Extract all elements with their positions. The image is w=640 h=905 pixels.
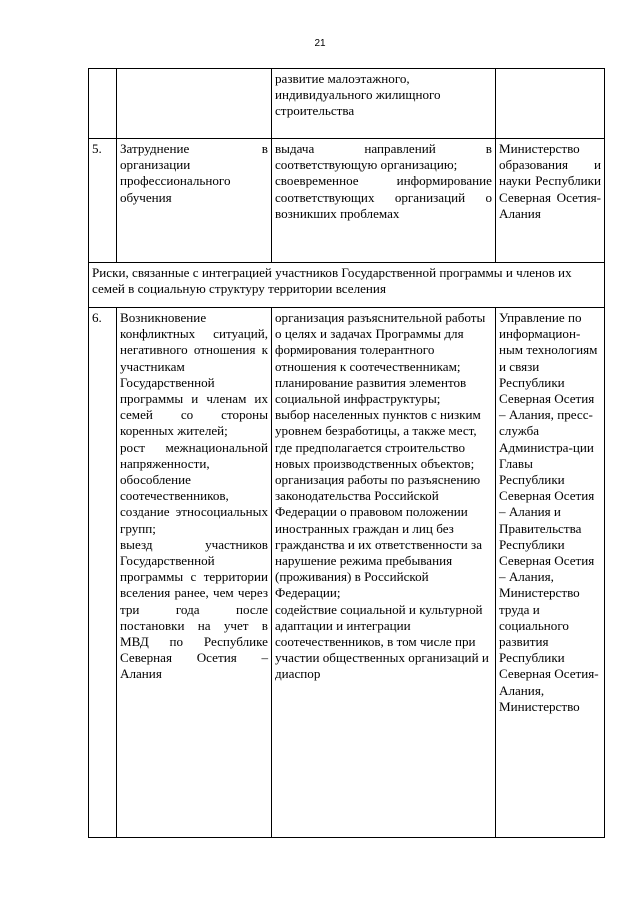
measures-cell [272, 139, 496, 263]
measure-text: индивидуального жилищного [275, 87, 441, 103]
measure-text: организация работы по разъяснению законодательства Российской Федерации о правовом положении иностранных граждан и лиц без гражданства и их ответственности за нарушение режима пребывания (проживания) в Российской Федерации; [275, 472, 483, 601]
risk-text: выезд участников Государственной программы с территории вселения ранее, чем через три года после постановки на учет в МВД по Республике Северная Осетия – Алания [120, 536, 268, 682]
row-number-cell: 6. [89, 308, 117, 838]
risk-text: рост межнациональной напряженности, обособление соотечественников, создание этносоциальных групп; [120, 439, 268, 536]
measure-text: содействие социальной и культурной адаптации и интеграции соотечественников, в том числе при участии общественных организаций и диаспор [275, 601, 489, 682]
measures-cell [272, 308, 496, 838]
risk-text: Возникновение конфликтных ситуаций, негативного отношения к участникам Государственной программы и членам их семей со стороны коренных жителей; [120, 310, 268, 439]
measure-text: выдача направлений в соответствующую организацию; [275, 141, 492, 173]
responsible-cell [496, 308, 605, 838]
section-row [89, 263, 605, 308]
measure-text: организация разъяснительной работы о целях и задачах Программы для формирования толерантного отношения к соотечественникам; [275, 310, 486, 374]
table-row [89, 69, 605, 139]
risk-cell [117, 69, 272, 139]
responsible-text: Управление по информацион-ным технологиям и связи Республики Северная Осетия – Алания, пресс-служба Администра-ции Главы Республики Северная Осетия – Алания и Правительства Республики Северная Осетия – Алания, Министерство труда и социального развития Республики Северная Осетия-Алания, Министерство [499, 310, 599, 714]
section-heading: Риски, связанные с интеграцией участников Государственной программы и членов их семей в социальную структуру территории вселения [89, 263, 605, 308]
responsible-cell [496, 69, 605, 139]
responsible-cell [496, 139, 605, 263]
table-row [89, 308, 605, 838]
table-row [89, 139, 605, 263]
row-number-cell [89, 69, 117, 139]
measure-text: развитие малоэтажного, [275, 71, 410, 86]
page-number: 21 [314, 38, 326, 49]
risk-table [88, 68, 605, 838]
risk-cell [117, 308, 272, 838]
row-number-cell: 5. [89, 139, 117, 263]
measure-text: строительства [275, 103, 355, 119]
measure-text: планирование развития элементов социальной инфраструктуры; [275, 374, 467, 407]
measures-cell [272, 69, 496, 139]
measure-text: выбор населенных пунктов с низким уровнем безработицы, а также мест, где предполагается строительство новых производственных объектов; [275, 407, 481, 471]
responsible-text: Министерство образования и науки Республики Северная Осетия-Алания [499, 141, 601, 221]
risk-text: Затруднение в организации профессионального обучения [120, 141, 268, 205]
measure-text: своевременное информирование соответствующих организаций о возникших проблемах [275, 173, 492, 221]
risk-cell [117, 139, 272, 263]
